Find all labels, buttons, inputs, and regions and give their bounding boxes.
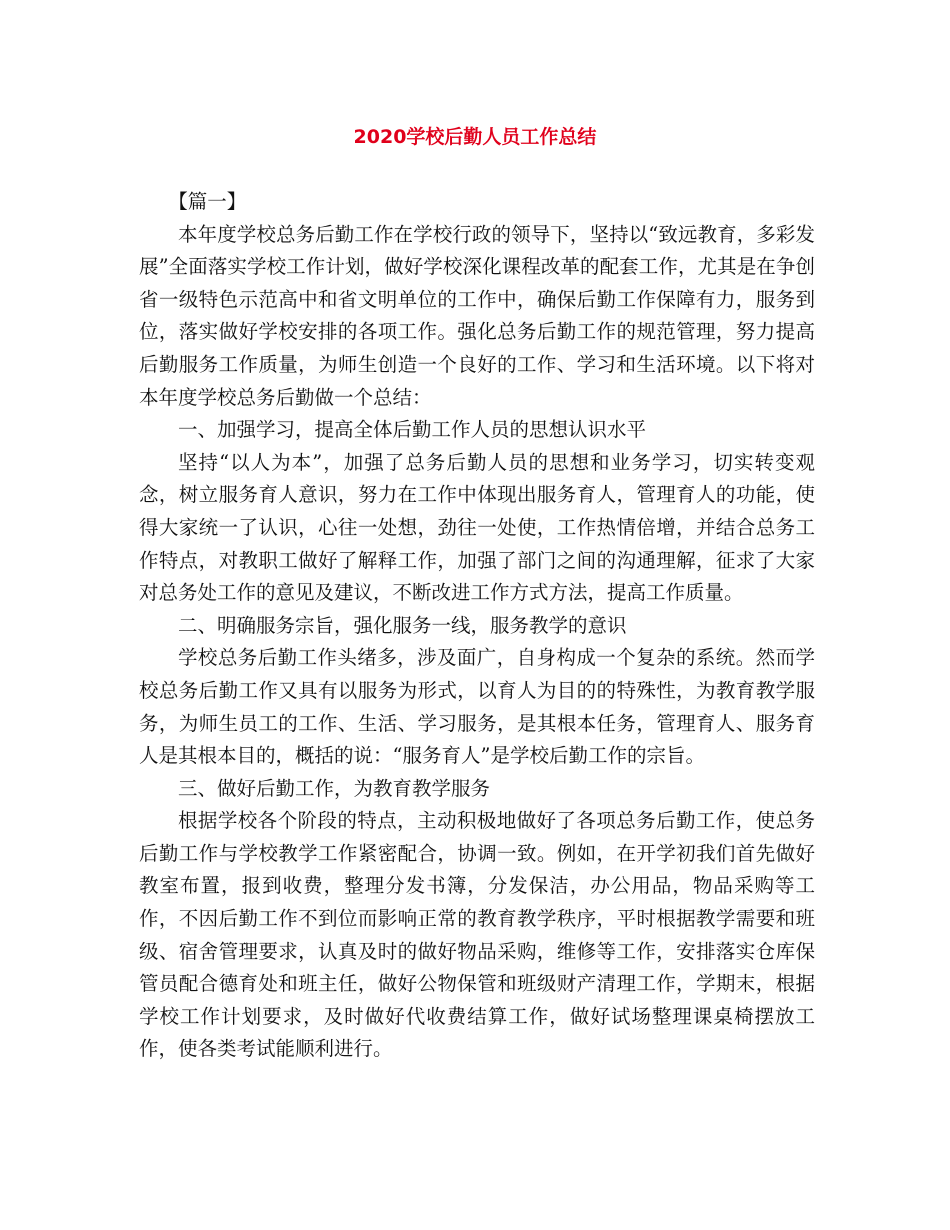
section-2-paragraph: 学校总务后勤工作头绪多，涉及面广，自身构成一个复杂的系统。然而学校总务后勤工作又具有以服务为形式，以育人为目的的特殊性，为教育教学服务，为师生员工的工作、生活、学习服务，是其根本任务，管理育人、服务育人是其根本目的，概括的说：“服务育人”是学校后勤工作的宗旨。 [139,646,815,768]
section-3-paragraph: 根据学校各个阶段的特点，主动积极地做好了各项总务后勤工作，使总务后勤工作与学校教学工作紧密配合，协调一致。例如，在开学初我们首先做好教室布置，报到收费，整理分发书簿，分发保洁，办公用品，物品采购等工作，不因后勤工作不到位而影响正常的教育教学秩序，平时根据教学需要和班级、宿舍管理要求，认真及时的做好物品采购，维修等工作，安排落实仓库保管员配合德育处和班主任，做好公物保管和班级财产清理工作，学期末，根据学校工作计划要求，及时做好代收费结算工作，做好试场整理课桌椅摆放工作，使各类考试能顺利进行。 [139,809,815,1061]
section-1-paragraph: 坚持“以人为本”，加强了总务后勤人员的思想和业务学习，切实转变观念，树立服务育人意识，努力在工作中体现出服务育人，管理育人的功能，使得大家统一了认识，心往一处想，劲往一处使，工作热情倍增，并结合总务工作特点，对教职工做好了解释工作，加强了部门之间的沟通理解，征求了大家对总务处工作的意见及建议，不断改进工作方式方法，提高工作质量。 [139,450,815,605]
section-heading-3: 三、做好后勤工作，为教育教学服务 [178,776,491,800]
section-heading-2: 二、明确服务宗旨，强化服务一线，服务教学的意识 [178,613,627,637]
section-marker: 【篇一】 [168,190,247,213]
document-title: 2020学校后勤人员工作总结 [353,126,597,148]
document-body [139,186,815,1066]
intro-paragraph: 本年度学校总务后勤工作在学校行政的领导下，坚持以“致远教育，多彩发展”全面落实学校工作计划，做好学校深化课程改革的配套工作，尤其是在争创省一级特色示范高中和省文明单位的工作中，确保后勤工作保障有力，服务到位，落实做好学校安排的各项工作。强化总务后勤工作的规范管理，努力提高后勤服务工作质量，为师生创造一个良好的工作、学习和生活环境。以下将对本年度学校总务后勤做一个总结： [139,222,815,409]
section-heading-1: 一、加强学习，提高全体后勤工作人员的思想认识水平 [178,418,647,442]
